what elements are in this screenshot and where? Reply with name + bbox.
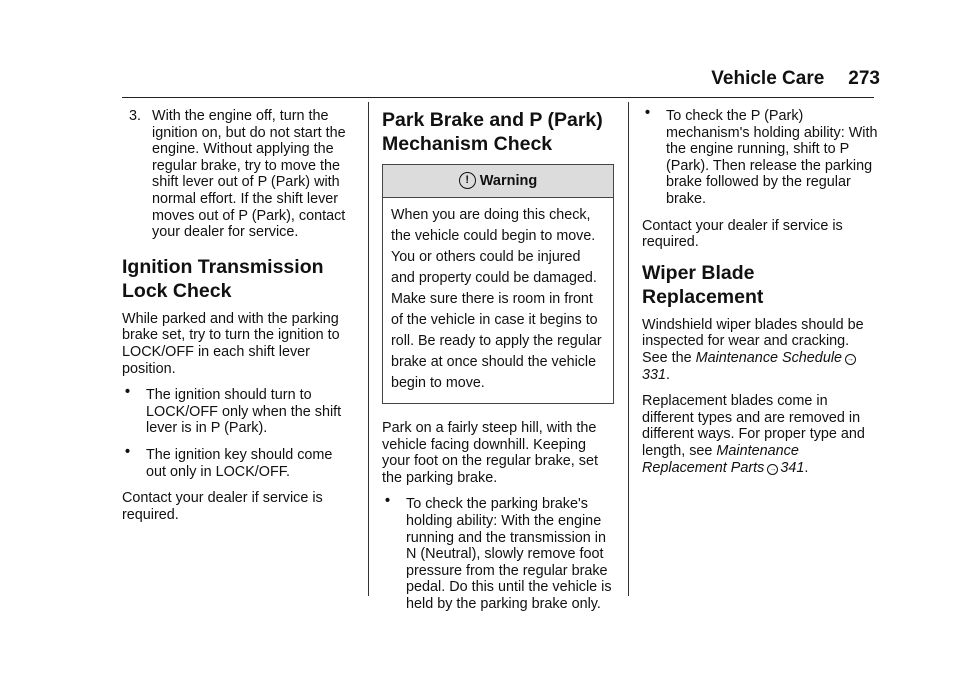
list-item: • To check the parking brake's holding ability: With the engine running and the transmission in N (Neutral), slowly remove foot pressure from the regular brake pedal. Do this until the vehicle is held by the parking brake only. bbox=[385, 493, 612, 612]
wiper-inspection-text: Windshield wiper blades should be inspected for wear and cracking. See the Maintenance Schedule →331. bbox=[642, 316, 864, 383]
contact-dealer-text: Contact your dealer if service is required. bbox=[642, 217, 843, 251]
list-item: • The ignition key should come out only in LOCK/OFF. bbox=[125, 443, 333, 480]
bullet-icon: • bbox=[125, 384, 131, 401]
page-reference[interactable]: 341 bbox=[780, 459, 805, 476]
warning-box bbox=[382, 164, 614, 404]
xref-arrow-icon: → bbox=[769, 465, 777, 473]
step-number: 3. bbox=[129, 108, 142, 124]
page-number: 273 bbox=[848, 68, 880, 89]
column-divider-2 bbox=[628, 102, 629, 596]
maintenance-schedule-link[interactable]: Maintenance Schedule bbox=[695, 349, 843, 366]
section-heading-park-brake: Park Brake and P (Park) Mechanism Check bbox=[382, 109, 603, 155]
bullet-icon: • bbox=[125, 443, 131, 460]
header-rule bbox=[122, 97, 874, 98]
park-brake-intro: Park on a fairly steep hill, with the vehicle facing downhill. Keeping your foot on the regular brake, set the parking brake. bbox=[382, 420, 598, 486]
column-divider-1 bbox=[368, 102, 369, 596]
column-2 bbox=[382, 108, 614, 623]
warning-header bbox=[383, 165, 613, 198]
section-heading-wiper-blade: Wiper Blade Replacement bbox=[642, 261, 764, 308]
section-title: Vehicle Care bbox=[711, 68, 825, 89]
ignition-intro: While parked and with the parking brake set, try to turn the ignition to LOCK/OFF in each shift lever position. bbox=[122, 310, 340, 377]
column-1 bbox=[122, 108, 354, 533]
list-item: • To check the P (Park) mechanism's holding ability: With the engine running, shift to P (Park). Then release the parking brake followed by the regular brake. bbox=[645, 105, 878, 207]
page-header bbox=[700, 68, 880, 90]
column-3 bbox=[642, 105, 878, 486]
replacement-blades-text: Replacement blades come in different types and are removed in different ways. For proper type and length, see Maintenance Replacement Parts → 341. bbox=[642, 393, 865, 476]
warning-icon: ! bbox=[459, 172, 476, 189]
warning-text: When you are doing this check, the vehicle could begin to move. You or others could be injured and property could be damaged. Make sure there is room in front of the vehicle in case it begins to roll. Be ready to apply the regular brake at once should the vehicle begin to move. bbox=[391, 207, 602, 391]
contact-dealer-text: Contact your dealer if service is required. bbox=[122, 490, 323, 523]
step-3 bbox=[122, 108, 354, 241]
maintenance-replacement-parts-link[interactable]: Maintenance Replacement Parts bbox=[642, 442, 799, 476]
bullet-icon: • bbox=[385, 493, 391, 510]
xref-arrow-icon: → bbox=[847, 355, 855, 363]
section-heading-ignition-lock: Ignition Transmission Lock Check bbox=[122, 255, 324, 302]
page-reference[interactable]: 331 bbox=[642, 366, 667, 383]
step-text: With the engine off, turn the ignition on, but do not start the engine. Without applying the regular brake, try to move the shift lever out of P (Park) with normal effort. If the shift lever moves out of P (Park), contact your dealer for service. bbox=[152, 108, 346, 241]
list-item: • The ignition should turn to LOCK/OFF only when the shift lever is in P (Park). bbox=[125, 384, 342, 437]
warning-title: Warning bbox=[479, 173, 538, 189]
bullet-icon: • bbox=[645, 105, 651, 121]
